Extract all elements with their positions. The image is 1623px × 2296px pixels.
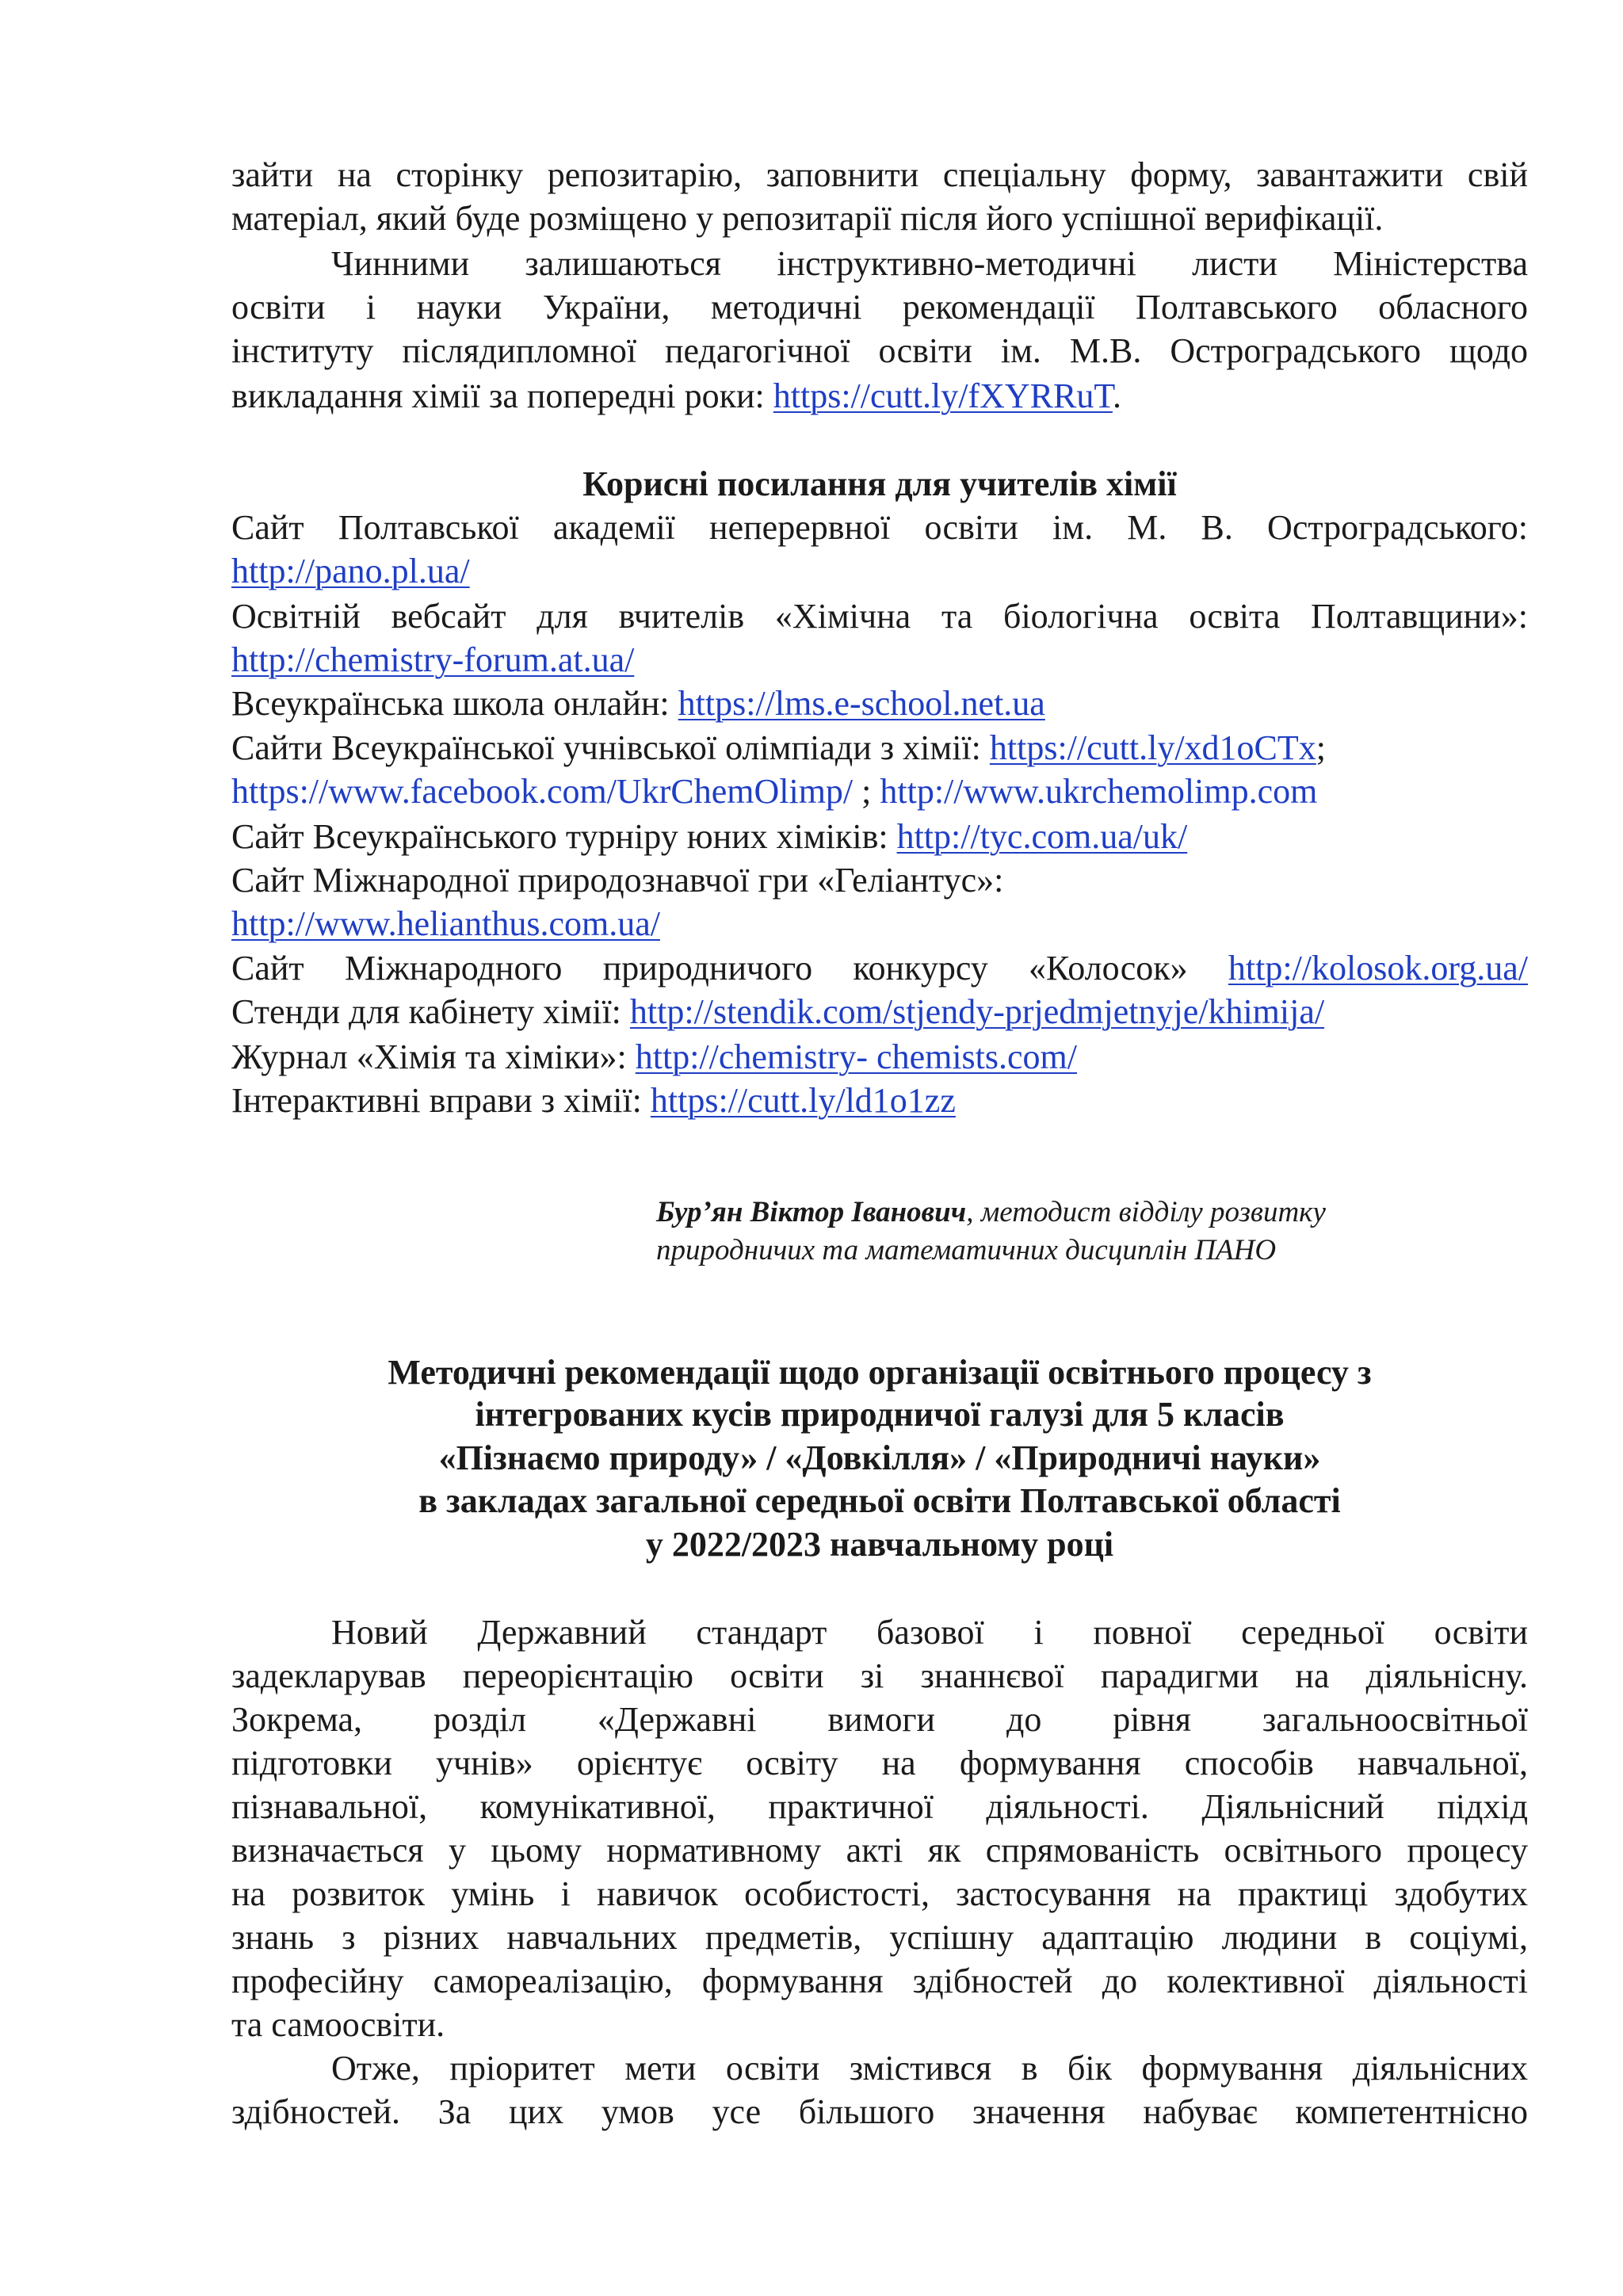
interactive-text: Інтерактивні вправи з хімії: (231, 1081, 651, 1120)
helianthus-text: Сайт Міжнародної природознавчої гри «Геліантус»: (231, 861, 1004, 900)
intro-line-3: Чинними залишаються інструктивно-методичні листи Міністерства (331, 244, 1528, 283)
olymp-separator-2: ; (853, 772, 880, 811)
body-p1-line-2: задекларував переорієнтацію освіти зі знаннєвої парадигми на діяльнісну. (231, 1656, 1528, 1695)
body-p1-line-3: Зокрема, розділ «Державні вимоги до рівня загальноосвітньої (231, 1700, 1528, 1739)
olymp-site-link[interactable]: http://www.ukrchemolimp.com (880, 772, 1318, 811)
stendy-line (231, 990, 1528, 1033)
previous-years-link[interactable]: https://cutt.ly/fXYRRuT (773, 376, 1113, 415)
kolosok-line (231, 946, 1528, 990)
forum-line (231, 638, 1528, 682)
body-p2-line-2: здібностей. За цих умов усе більшого значення набуває компетентнісно (231, 2092, 1528, 2131)
author-line-1 (656, 1195, 1326, 1230)
journal-text: Журнал «Хімія та хіміки»: (231, 1037, 636, 1076)
tyc-text: Сайт Всеукраїнського турніру юних хіміків: (231, 817, 897, 856)
title-line-1: Методичні рекомендації щодо організації освітнього процесу з (388, 1353, 1372, 1392)
journal-line (231, 1035, 1528, 1079)
author-line-2: природничих та математичних дисциплін ПАНО (656, 1234, 1277, 1266)
body-p1-line-1: Новий Державний стандарт базової і повної середньої освіти (331, 1613, 1528, 1652)
title-line-2: інтегрованих кусів природничої галузі для 5 класів (475, 1395, 1285, 1434)
school-link[interactable]: https://lms.e-school.net.ua (678, 684, 1045, 723)
intro-line-4: освіти і науки України, методичні рекомендації Полтавського обласного (231, 288, 1528, 327)
forum-link[interactable]: http://chemistry-forum.at.ua/ (231, 640, 635, 679)
helianthus-link[interactable]: http://www.helianthus.com.ua/ (231, 904, 660, 943)
title-line-3: «Пізнаємо природу» / «Довкілля» / «Природничі науки» (438, 1438, 1321, 1477)
author-role: , методист відділу розвитку (966, 1196, 1326, 1228)
olymp-line-2 (231, 770, 1528, 813)
body-p1-line-10: та самоосвіти. (231, 2005, 445, 2044)
olymp-separator: ; (1316, 728, 1327, 767)
body-p1-line-8: знань з різних навчальних предметів, успішну адаптацію людини в соціумі, (231, 1918, 1528, 1957)
intro-line-1: зайти на сторінку репозитарію, заповнити спеціальну форму, завантажити свій (231, 155, 1528, 194)
body-p1-line-7: на розвиток умінь і навичок особистості, застосування на практиці здобутих (231, 1874, 1528, 1913)
author-name: Бур’ян Віктор Іванович (656, 1196, 967, 1228)
tyc-line (231, 815, 1528, 858)
forum-text: Освітній вебсайт для вчителів «Хімічна та біологічна освіта Полтавщини»: (231, 597, 1528, 636)
intro-period: . (1112, 376, 1121, 415)
body-p1-line-6: визначається у цьому нормативному акті як спрямованість освітнього процесу (231, 1831, 1528, 1870)
body-p1-line-9: професійну самореалізацію, формування здібностей до колективної діяльності (231, 1962, 1528, 2000)
intro-text: викладання хімії за попередні роки: (231, 376, 773, 415)
olymp-line (231, 726, 1528, 770)
intro-line-5: інституту післядипломної педагогічної освіти ім. М.В. Остроградського щодо (231, 331, 1528, 370)
olymp-text: Сайти Всеукраїнської учнівської олімпіади з хімії: (231, 728, 990, 767)
pano-text: Сайт Полтавської академії неперервної освіти ім. М. В. Остроградського: (231, 508, 1528, 547)
interactive-link[interactable]: https://cutt.ly/ld1o1zz (650, 1081, 956, 1120)
body-p1-line-4: підготовки учнів» орієнтує освіту на формування способів навчальної, (231, 1744, 1528, 1782)
kolosok-text: Сайт Міжнародного природничого конкурсу «Колосок» (231, 949, 1228, 988)
tyc-link[interactable]: http://tyc.com.ua/uk/ (896, 817, 1188, 856)
pano-line (231, 549, 1528, 593)
journal-link[interactable]: http://chemistry- chemists.com/ (635, 1037, 1077, 1076)
pano-link[interactable]: http://pano.pl.ua/ (231, 552, 470, 590)
body-p2-line-1: Отже, пріоритет мети освіти змістився в бік формування діяльнісних (331, 2049, 1528, 2088)
interactive-line (231, 1079, 1528, 1122)
school-text: Всеукраїнська школа онлайн: (231, 684, 678, 723)
intro-line-6 (231, 374, 1528, 418)
useful-links-heading: Корисні посилання для учителів хімії (582, 464, 1177, 503)
helianthus-line (231, 902, 1528, 946)
title-line-4: в закладах загальної середньої освіти Полтавської області (418, 1481, 1341, 1520)
kolosok-link[interactable]: http://kolosok.org.ua/ (1228, 949, 1528, 988)
title-line-5: у 2022/2023 навчальному році (645, 1525, 1114, 1564)
olymp-link[interactable]: https://cutt.ly/xd1oCTx (989, 728, 1316, 767)
olymp-facebook-link[interactable]: https://www.facebook.com/UkrChemOlimp/ (231, 772, 854, 811)
school-line (231, 682, 1528, 725)
intro-line-2: матеріал, який буде розміщено у репозитарії після його успішної верифікації. (231, 199, 1384, 238)
stendy-text: Стенди для кабінету хімії: (231, 992, 630, 1031)
body-p1-line-5: пізнавальної, комунікативної, практичної діяльності. Діяльнісний підхід (231, 1787, 1528, 1826)
stendy-link[interactable]: http://stendik.com/stjendy-prjedmjetnyje/khimija/ (629, 992, 1325, 1031)
